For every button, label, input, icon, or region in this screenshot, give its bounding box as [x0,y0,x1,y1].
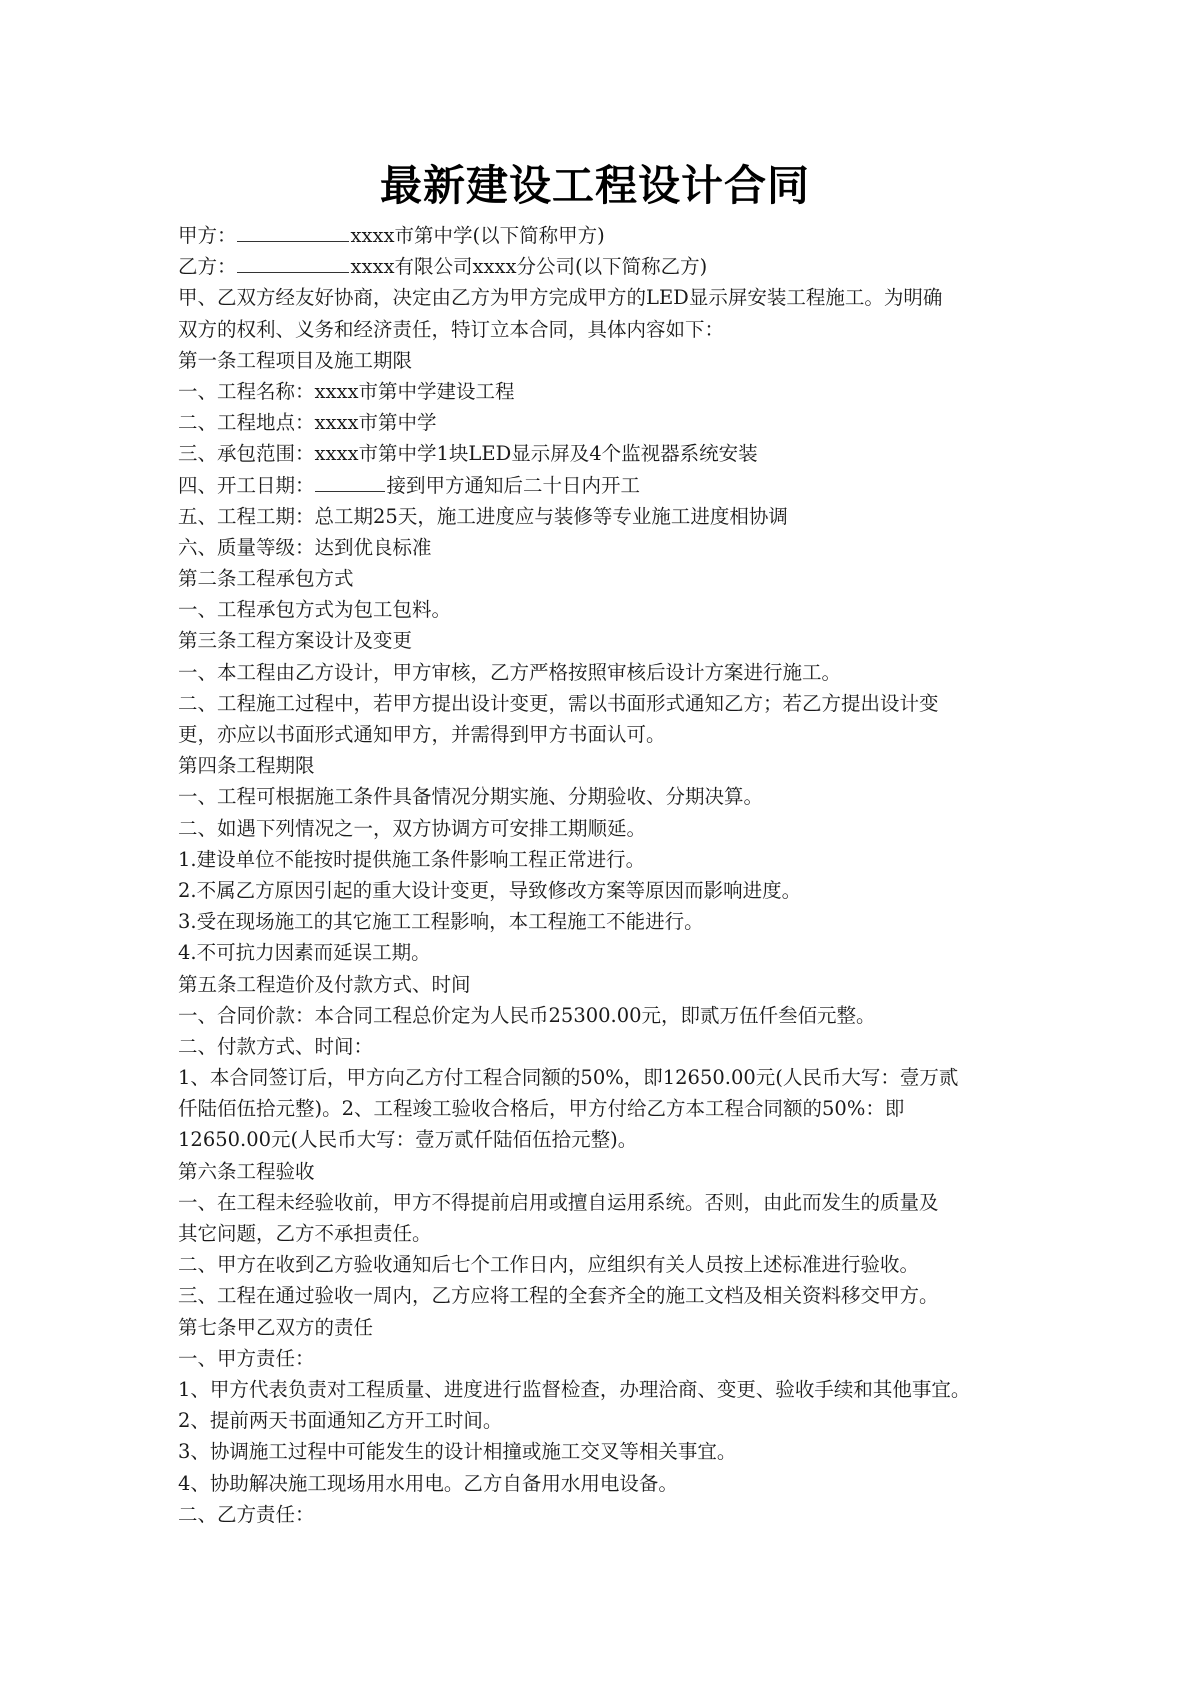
document-title: 最新建设工程设计合同 [379,161,810,210]
party-b-blank-field [237,254,349,273]
article-4-item: 二、如遇下列情况之一，双方协调方可安排工期顺延。 [178,816,647,840]
party-a-value: xxxx市第中学(以下简称甲方) [350,224,605,247]
article-5-item: 1、本合同签订后，甲方向乙方付工程合同额的50%，即12650.00元(人民币大写：壹万贰 [178,1066,959,1090]
article-7-item: 4、协助解决施工现场用水用电。乙方自备用水用电设备。 [178,1471,678,1495]
start-date-value: 接到甲方通知后二十日内开工 [386,473,641,497]
document-body [178,220,1008,1530]
article-3-item: 二、工程施工过程中，若甲方提出设计变更，需以书面形式通知乙方；若乙方提出设计变 [178,691,939,715]
article-7-heading: 第七条甲乙双方的责任 [178,1315,374,1339]
article-6-item: 二、甲方在收到乙方验收通知后七个工作日内，应组织有关人员按上述标准进行验收。 [178,1253,920,1277]
article-7-item: 2、提前两天书面通知乙方开工时间。 [178,1409,503,1433]
article-1-item: 六、质量等级：达到优良标准 [178,535,432,559]
party-b-line [178,251,1008,282]
party-a-blank-field [237,223,349,242]
article-6-heading: 第六条工程验收 [178,1159,315,1183]
article-2-heading: 第二条工程承包方式 [178,567,354,591]
article-7-item: 一、甲方责任： [178,1346,315,1370]
article-7-item: 二、乙方责任： [178,1502,315,1526]
article-6-item: 一、在工程未经验收前，甲方不得提前启用或擅自运用系统。否则，由此而发生的质量及 [178,1190,939,1214]
article-4-item: 3.受在现场施工的其它施工工程影响，本工程施工不能进行。 [178,910,704,934]
start-date-line [178,470,1008,501]
party-a-line [178,220,1008,251]
article-5-item: 仟陆佰伍拾元整)。2、工程竣工验收合格后，甲方付给乙方本工程合同额的50%：即 [178,1097,905,1121]
article-5-item: 一、合同价款：本合同工程总价定为人民币25300.00元，即贰万伍仟叁佰元整。 [178,1003,876,1027]
article-5-heading: 第五条工程造价及付款方式、时间 [178,972,471,996]
article-3-item: 更，亦应以书面形式通知甲方，并需得到甲方书面认可。 [178,723,666,746]
article-7-item: 1、甲方代表负责对工程质量、进度进行监督检查，办理洽商、变更、验收手续和其他事宜。 [178,1377,971,1401]
party-a-label: 甲方： [178,224,237,247]
article-4-item: 1.建设单位不能按时提供施工条件影响工程正常进行。 [178,847,646,871]
article-6-item: 三、工程在通过验收一周内，乙方应将工程的全套齐全的施工文档及相关资料移交甲方。 [178,1284,939,1308]
article-1-item: 三、承包范围：xxxx市第中学1块LED显示屏及4个监视器系统安装 [178,442,758,466]
intro-line: 甲、乙双方经友好协商，决定由乙方为甲方完成甲方的LED显示屏安装工程施工。为明确 [178,286,943,310]
article-1-item: 一、工程名称：xxxx市第中学建设工程 [178,379,515,403]
article-1-heading: 第一条工程项目及施工期限 [178,348,413,372]
article-3-item: 一、本工程由乙方设计，甲方审核，乙方严格按照审核后设计方案进行施工。 [178,660,842,684]
article-2-item: 一、工程承包方式为包工包料。 [178,598,452,622]
article-4-heading: 第四条工程期限 [178,754,315,778]
party-b-value: xxxx有限公司xxxx分公司(以下简称乙方) [350,255,708,279]
article-1-item: 二、工程地点：xxxx市第中学 [178,411,437,435]
article-3-heading: 第三条工程方案设计及变更 [178,629,413,653]
party-b-label: 乙方： [178,255,237,279]
article-5-item: 12650.00元(人民币大写：壹万贰仟陆佰伍拾元整)。 [178,1128,638,1152]
article-4-item: 2.不属乙方原因引起的重大设计变更，导致修改方案等原因而影响进度。 [178,878,802,902]
article-7-item: 3、协调施工过程中可能发生的设计相撞或施工交叉等相关事宜。 [178,1440,737,1464]
start-date-blank-field [315,473,385,492]
article-1-item: 五、工程工期：总工期25天，施工进度应与装修等专业施工进度相协调 [178,504,788,528]
article-4-item: 4.不可抗力因素而延误工期。 [178,941,431,965]
intro-line: 双方的权利、义务和经济责任，特订立本合同，具体内容如下： [178,317,725,341]
article-5-item: 二、付款方式、时间： [178,1034,374,1058]
article-4-item: 一、工程可根据施工条件具备情况分期实施、分期验收、分期决算。 [178,785,764,809]
start-date-label: 四、开工日期： [178,473,315,497]
article-6-item: 其它问题，乙方不承担责任。 [178,1222,432,1245]
